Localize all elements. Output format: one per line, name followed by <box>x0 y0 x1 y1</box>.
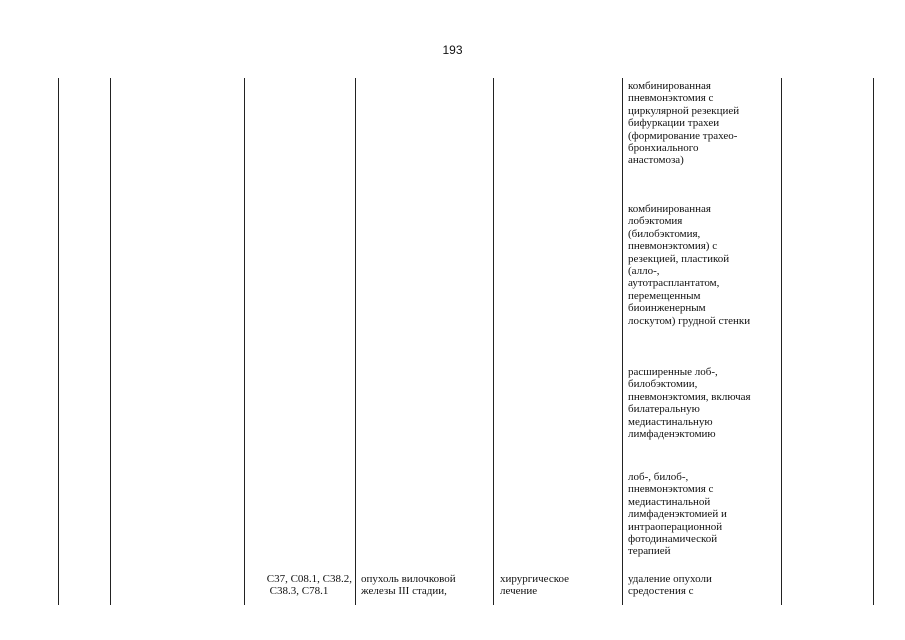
procedure-line: билобэктомии, <box>628 378 698 391</box>
diagnosis <box>361 573 456 598</box>
procedure-line: лимфаденэктомию <box>628 428 716 441</box>
column-rule <box>355 78 356 605</box>
procedure-line: бифуркации трахеи <box>628 117 720 130</box>
procedure-line: лоскутом) грудной стенки <box>628 314 751 327</box>
procedure-line: циркулярной резекцией <box>628 104 740 117</box>
procedure-line: пневмонэктомия с <box>628 92 714 105</box>
column-rule <box>58 78 59 605</box>
procedure-line: бронхиального <box>628 142 699 155</box>
procedure-line: удаление опухоли <box>628 573 712 585</box>
procedure-block <box>628 80 739 167</box>
procedure-line: пневмонэктомия) с <box>628 240 718 253</box>
procedure-line: резекцией, пластикой <box>628 252 730 265</box>
procedure-line: терапией <box>628 545 671 558</box>
procedure-line: медиастинальной <box>628 495 711 508</box>
procedure-line: (алло-, <box>628 265 660 278</box>
column-rule <box>781 78 782 605</box>
procedure-line: лобэктомия <box>628 215 683 228</box>
procedure-line: расширенные лоб-, <box>628 366 718 378</box>
procedure-line: пневмонэктомия с <box>628 483 714 496</box>
diagnosis-line: опухоль вилочковой <box>361 573 456 585</box>
icd-code-line: C37, C08.1, C38.2, <box>266 573 352 585</box>
procedure-line: (формирование трахео- <box>628 129 738 142</box>
procedure-line: средостения с <box>628 585 694 598</box>
procedure-line: лоб-, билоб-, <box>628 471 689 483</box>
procedure-line: биоинженерным <box>628 302 706 315</box>
procedure-block <box>628 366 751 440</box>
treatment-line: хирургическое <box>500 573 570 585</box>
procedure-line: фотодинамической <box>628 533 718 546</box>
column-rule <box>873 78 874 605</box>
procedure-line: комбинированная <box>628 203 711 215</box>
column-rule <box>244 78 245 605</box>
procedure-line: пневмонэктомия, включая <box>628 390 751 403</box>
procedure-line: интраоперационной <box>628 520 723 533</box>
procedure-block <box>628 573 712 598</box>
icd-codes <box>246 573 352 598</box>
procedure-block <box>628 203 750 327</box>
page-number: 193 <box>442 43 463 57</box>
treatment <box>500 573 569 598</box>
treatment-line: лечение <box>500 585 538 598</box>
column-rule <box>110 78 111 605</box>
diagnosis-line: железы III стадии, <box>361 585 447 598</box>
column-rule <box>493 78 494 605</box>
procedure-line: перемещенным <box>628 289 701 302</box>
procedure-block <box>628 471 727 558</box>
procedure-line: медиастинальную <box>628 415 713 428</box>
icd-code-line: C38.3, C78.1 <box>269 585 329 598</box>
procedure-line: билатеральную <box>628 403 700 416</box>
procedure-line: аутотрасплантатом, <box>628 277 720 290</box>
procedure-line: анастомоза) <box>628 154 684 167</box>
procedure-line: (билобэктомия, <box>628 227 701 240</box>
procedure-line: лимфаденэктомией и <box>628 508 727 521</box>
procedure-line: комбинированная <box>628 80 711 92</box>
column-rule <box>622 78 623 605</box>
